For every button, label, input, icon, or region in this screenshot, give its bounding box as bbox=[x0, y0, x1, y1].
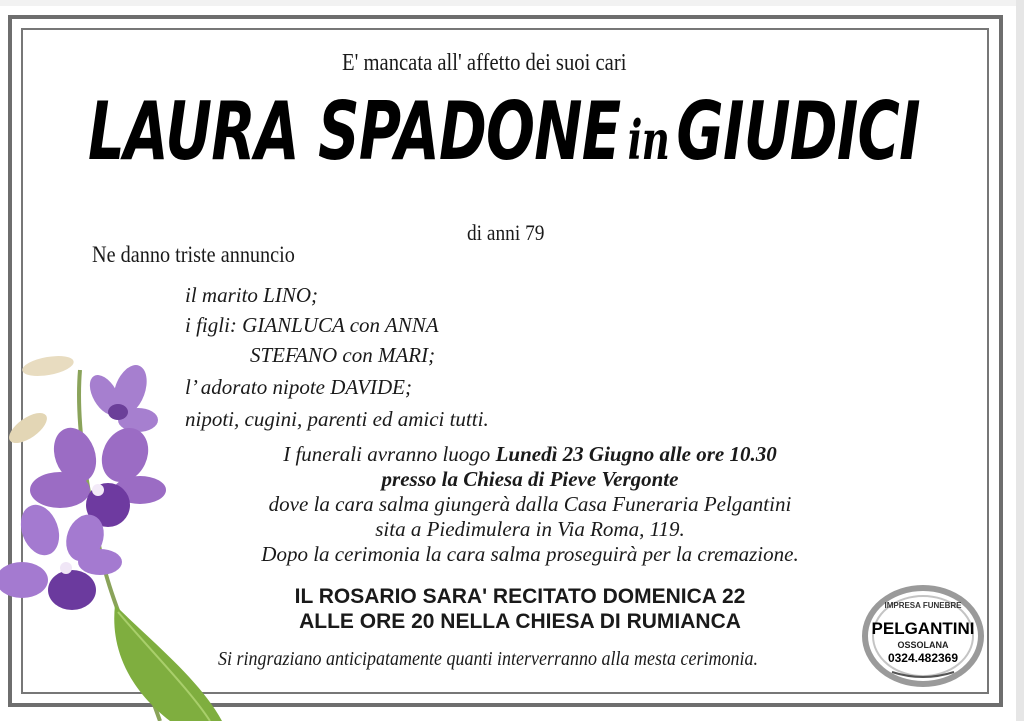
thanks-text: Si ringraziano anticipatamente quanti interverranno alla mesta cerimonia. bbox=[218, 648, 758, 670]
funeral-line-3: dove la cara salma giungerà dalla Casa Funeraria Pelgantini bbox=[268, 492, 792, 516]
intro-text: E' mancata all' affetto dei suoi cari bbox=[342, 50, 627, 76]
family-line: STEFANO con MARI; bbox=[250, 343, 436, 367]
name-first: LAURA SPADONE bbox=[88, 85, 621, 178]
logo-place-text: OSSOLANA bbox=[897, 640, 949, 650]
rosary-line-2: ALLE ORE 20 NELLA CHIESA DI RUMIANCA bbox=[299, 610, 741, 633]
family-line: nipoti, cugini, parenti ed amici tutti. bbox=[185, 407, 489, 431]
funeral-line-2: presso la Chiesa di Pieve Vergonte bbox=[381, 467, 679, 491]
top-edge bbox=[0, 0, 1024, 6]
name-in: in bbox=[627, 108, 670, 172]
right-edge bbox=[1016, 0, 1024, 721]
logo-phone-text: 0324.482369 bbox=[887, 651, 959, 665]
funeral-home-logo bbox=[862, 584, 984, 688]
funeral-date: Lunedì 23 Giugno alle ore 10.30 bbox=[495, 442, 777, 466]
funeral-line-1-prefix: I funerali avranno luogo bbox=[283, 442, 496, 466]
rosary-line-1: IL ROSARIO SARA' RECITATO DOMENICA 22 bbox=[294, 585, 746, 608]
funeral-line-5: Dopo la cerimonia la cara salma proseguirà per la cremazione. bbox=[261, 542, 799, 566]
deceased-name bbox=[88, 85, 920, 178]
announce-text: Ne danno triste annuncio bbox=[92, 242, 295, 267]
logo-top-text: IMPRESA FUNEBRE bbox=[884, 601, 962, 610]
family-line: l’ adorato nipote DAVIDE; bbox=[185, 375, 413, 399]
funeral-line-4: sita a Piedimulera in Via Roma, 119. bbox=[375, 517, 685, 541]
orchid-icon bbox=[0, 350, 230, 721]
age-text: di anni 79 bbox=[467, 220, 545, 245]
funeral-line-1 bbox=[170, 442, 890, 467]
family-line: il marito LINO; bbox=[185, 283, 319, 307]
logo-name-text: PELGANTINI bbox=[871, 619, 975, 638]
name-last: GIUDICI bbox=[676, 85, 920, 178]
family-line: i figli: GIANLUCA con ANNA bbox=[185, 313, 439, 337]
